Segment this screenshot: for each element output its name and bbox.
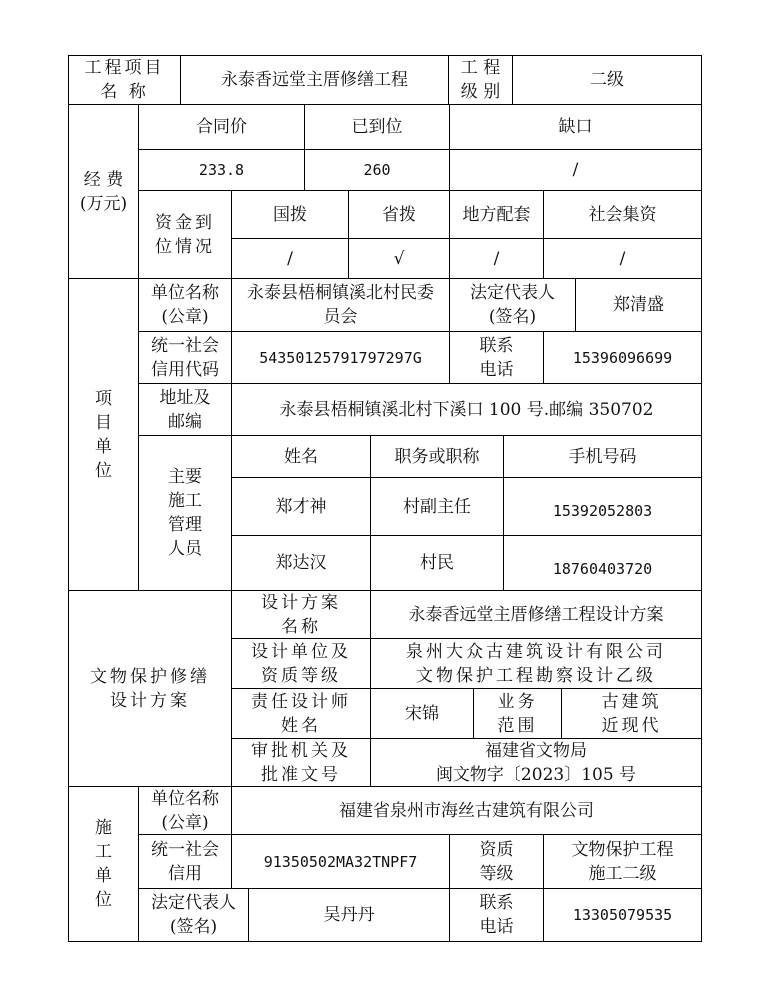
source-local-value: /	[493, 248, 500, 269]
source-provincial-label: 省拨	[382, 204, 416, 225]
project-level-value: 二级	[590, 70, 624, 90]
source-national-value: /	[287, 248, 293, 269]
received-label: 已到位	[351, 117, 403, 137]
design-unit-label: 设计单位及 资质等级	[251, 641, 351, 686]
designer-label: 责任设计师 姓名	[251, 691, 351, 736]
source-local-label: 地方配套	[462, 204, 531, 225]
legal-rep-label: 法定代表人 (签名)	[470, 283, 555, 327]
staff-phone: 15392052803	[552, 501, 653, 520]
unit-name-value: 永泰县梧桐镇溪北村民委 员会	[247, 283, 434, 327]
designer-value: 宋锦	[405, 703, 439, 724]
construction-credit-label: 统一社会 信用	[151, 839, 219, 884]
source-social-value: /	[619, 248, 626, 269]
design-plan-label: 设计方案 名称	[261, 592, 341, 637]
contract-price-value: 233.8	[198, 161, 245, 179]
funding-label: 经 费 (万元)	[79, 169, 128, 214]
staff-header-name: 姓名	[284, 446, 318, 467]
construction-phone-label: 联系 电话	[479, 893, 514, 937]
credit-code-value: 54350125791797297G	[259, 348, 422, 367]
source-social-label: 社会集资	[588, 204, 657, 225]
construction-legal-rep-value: 吴丹丹	[323, 905, 375, 925]
address-label: 地址及 邮编	[159, 387, 211, 432]
project-name-label: 工程项目 名 称	[84, 58, 165, 102]
contact-phone-value: 15396096699	[572, 348, 673, 367]
project-level-label: 工 程 级 别	[460, 58, 501, 102]
staff-header-phone: 手机号码	[568, 446, 637, 467]
credit-code-label: 统一社会 信用代码	[151, 335, 219, 380]
construction-phone-value: 13305079535	[572, 906, 673, 924]
construction-legal-rep-label: 法定代表人 (签名)	[151, 893, 236, 937]
address-value: 永泰县梧桐镇溪北村下溪口 100 号.邮编 350702	[279, 399, 654, 420]
staff-title: 村副主任	[403, 496, 471, 517]
approval-value: 福建省文物局 闽文物字〔2023〕105 号	[435, 740, 637, 785]
staff-phone: 18760403720	[552, 560, 653, 578]
project-name-value: 永泰香远堂主厝修缮工程	[221, 70, 408, 90]
qualification-value: 文物保护工程 施工二级	[571, 839, 674, 884]
design-plan-value: 永泰香远堂主厝修缮工程设计方案	[408, 604, 664, 625]
design-unit-value: 泉州大众古建筑设计有限公司 文物保护工程勘察设计乙级	[406, 641, 666, 686]
staff-header-title: 职务或职称	[394, 446, 480, 467]
design-section-label: 文物保护修缮 设计方案	[90, 666, 210, 711]
contact-phone-label: 联系 电话	[479, 335, 514, 380]
staff-name: 郑才神	[275, 496, 327, 517]
legal-rep-value: 郑清盛	[613, 295, 664, 315]
funding-status-label: 资金到 位情况	[155, 212, 215, 257]
business-scope-label: 业务 范围	[497, 691, 538, 736]
business-scope-value: 古建筑 近现代	[601, 691, 662, 736]
construction-unit-section-label: 施 工 单 位	[95, 818, 112, 910]
construction-credit-value: 91350502MA32TNPF7	[263, 852, 418, 871]
contract-price-label: 合同价	[196, 117, 247, 137]
project-unit-section-label: 项 目 单 位	[95, 388, 112, 481]
gap-label: 缺口	[558, 117, 593, 137]
source-national-label: 国拨	[273, 204, 307, 225]
construction-name-value: 福建省泉州市海丝古建筑有限公司	[339, 800, 594, 821]
construction-name-label: 单位名称 (公章)	[151, 788, 219, 833]
qualification-label: 资质 等级	[479, 839, 514, 884]
source-provincial-value: √	[393, 248, 405, 269]
gap-value: /	[572, 160, 579, 180]
approval-label: 审批机关及 批准文号	[251, 740, 351, 785]
staff-label: 主要 施工 管理 人员	[168, 467, 202, 559]
received-value: 260	[363, 161, 391, 179]
staff-title: 村民	[420, 553, 454, 573]
staff-name: 郑达汉	[275, 553, 327, 573]
unit-name-label: 单位名称 (公章)	[151, 283, 219, 327]
